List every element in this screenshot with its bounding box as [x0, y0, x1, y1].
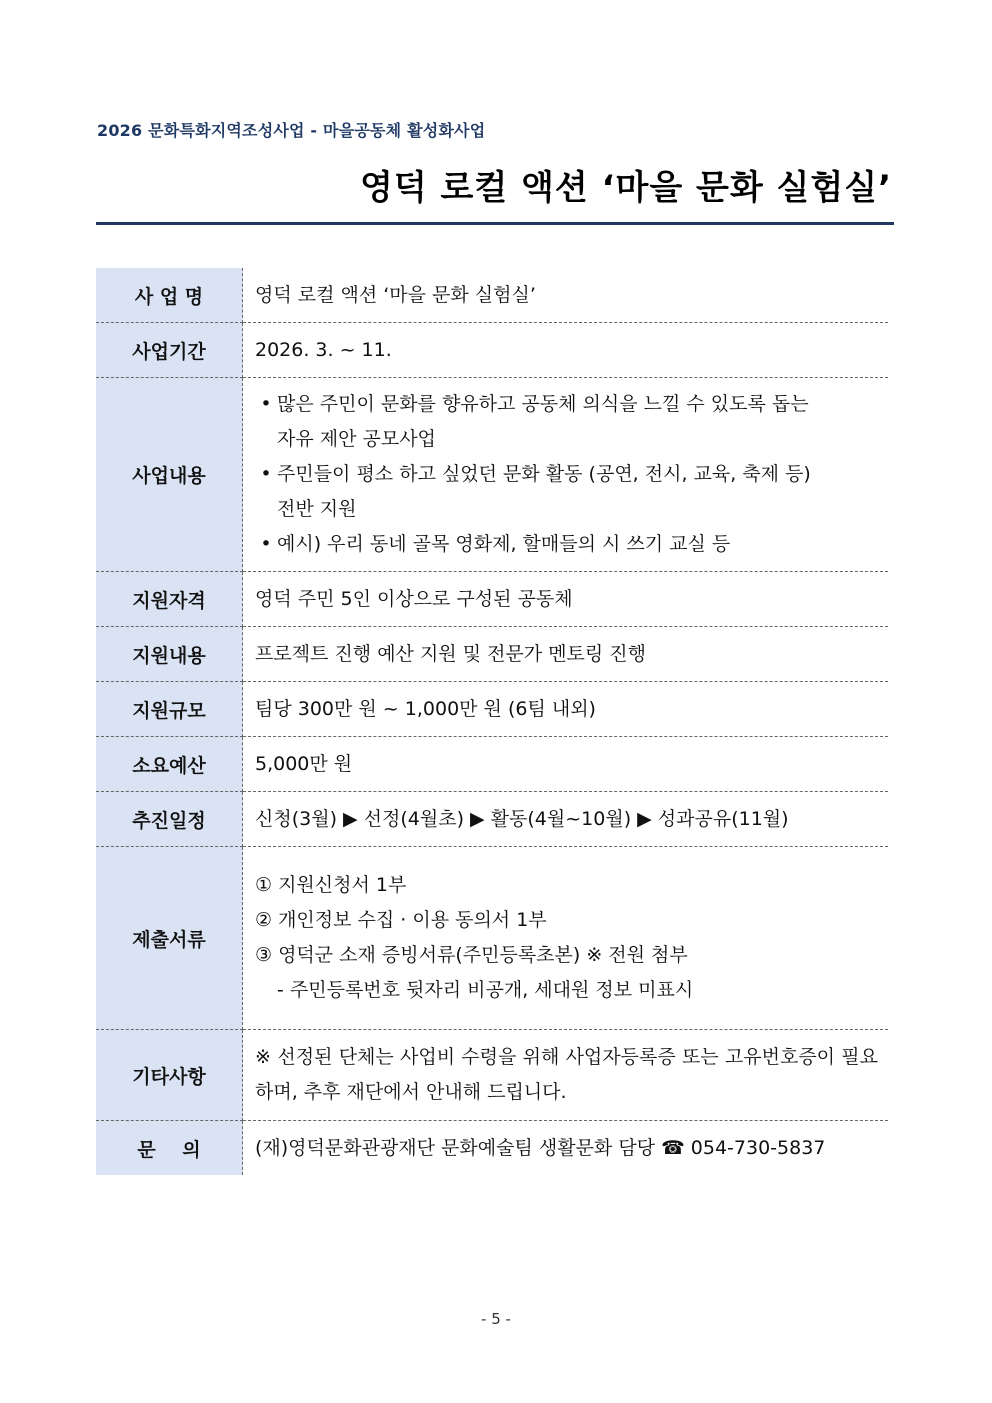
- page-number: - 5 -: [481, 1310, 511, 1328]
- row-value: 영덕 주민 5인 이상으로 구성된 공동체: [243, 572, 889, 627]
- document-title: 영덕 로컬 액션 ‘마을 문화 실험실’: [360, 168, 892, 208]
- title-divider: [96, 222, 894, 225]
- bullet-icon: •: [260, 533, 272, 555]
- row-value: 2026. 3. ~ 11.: [243, 323, 889, 378]
- row-label: 문 의: [96, 1121, 243, 1176]
- row-label: 사 업 명: [96, 268, 243, 323]
- row-label: 제출서류: [96, 847, 243, 1030]
- row-label: 사업내용: [96, 378, 243, 572]
- table-row: [96, 737, 888, 792]
- table-row: [96, 847, 888, 1030]
- table-row: [96, 268, 888, 323]
- row-label: 지원규모: [96, 682, 243, 737]
- bullet-icon: •: [260, 463, 272, 485]
- row-label: 소요예산: [96, 737, 243, 792]
- document-subtitle: 2026 문화특화지역조성사업 - 마을공동체 활성화사업: [97, 121, 486, 140]
- table-row: [96, 378, 888, 572]
- list-item: ① 지원신청서 1부: [255, 874, 407, 896]
- row-label: 추진일정: [96, 792, 243, 847]
- program-info-table: [96, 268, 888, 1175]
- list-item: • 많은 주민이 문화를 향유하고 공동체 의식을 느낄 수 있도록 돕는 자유 제안 공모사업: [255, 387, 888, 457]
- row-value: [243, 378, 889, 572]
- row-value: 프로젝트 진행 예산 지원 및 전문가 멘토링 진행: [243, 627, 889, 682]
- list-item: ② 개인정보 수집 · 이용 동의서 1부: [255, 909, 547, 931]
- list-item: ③ 영덕군 소재 증빙서류(주민등록초본) ※ 전원 첨부: [255, 944, 688, 966]
- table-row: [96, 682, 888, 737]
- table-row: [96, 627, 888, 682]
- row-label: 지원내용: [96, 627, 243, 682]
- bullet-icon: •: [260, 393, 272, 415]
- row-value: 5,000만 원: [243, 737, 889, 792]
- row-value: 팀당 300만 원 ~ 1,000만 원 (6팀 내외): [243, 682, 889, 737]
- table-row: [96, 572, 888, 627]
- row-value: [243, 847, 889, 1030]
- row-label: 기타사항: [96, 1030, 243, 1121]
- row-value: (재)영덕문화관광재단 문화예술팀 생활문화 담당 ☎ 054-730-5837: [255, 1136, 826, 1159]
- row-label: 사업기간: [96, 323, 243, 378]
- table-row: [96, 1030, 888, 1121]
- list-item: • 예시) 우리 동네 골목 영화제, 할매들의 시 쓰기 교실 등: [255, 527, 888, 562]
- row-value: ※ 선정된 단체는 사업비 수령을 위해 사업자등록증 또는 고유번호증이 필요하며, 추후 재단에서 안내해 드립니다.: [243, 1030, 889, 1121]
- row-value: 신청(3월) ▶ 선정(4월초) ▶ 활동(4월~10월) ▶ 성과공유(11월): [243, 792, 889, 847]
- row-value: 영덕 로컬 액션 ‘마을 문화 실험실’: [243, 268, 889, 323]
- table-row: [96, 323, 888, 378]
- row-label: 지원자격: [96, 572, 243, 627]
- list-item: • 주민들이 평소 하고 싶었던 문화 활동 (공연, 전시, 교육, 축제 등) 전반 지원: [255, 457, 888, 527]
- table-row: [96, 792, 888, 847]
- list-item: - 주민등록번호 뒷자리 비공개, 세대원 정보 미표시: [277, 979, 694, 1001]
- table-row: [96, 1121, 888, 1176]
